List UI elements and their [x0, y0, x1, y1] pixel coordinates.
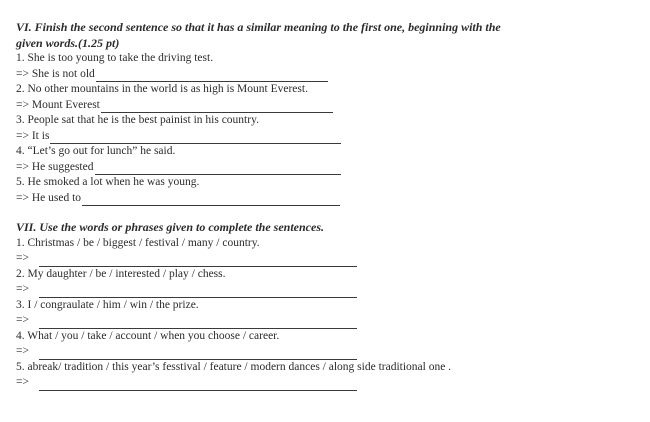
- s7-answer-row-4: [16, 344, 636, 360]
- s6-answer-prefix-4: => He suggested: [16, 160, 94, 173]
- s7-answer-row-3: [16, 313, 636, 329]
- s6-answer-prefix-5: => He used to: [16, 191, 82, 204]
- section-6-heading-line-2: given words.(1.25 pt): [16, 35, 120, 50]
- s7-answer-row-2: [16, 282, 636, 298]
- s7-question-5: 5. abreak/ tradition / this year’s fesstival / feature / modern dances / along side traditional one .: [16, 360, 452, 373]
- s7-question-4: 4. What / you / take / account / when you choose / career.: [16, 329, 280, 342]
- s7-answer-prefix-1: =>: [16, 252, 29, 264]
- section-7: [16, 220, 636, 391]
- s6-question-5: 5. He smoked a lot when he was young.: [16, 176, 200, 188]
- section-6-heading-line-1: VI. Finish the second sentence so that it has a similar meaning to the first one, beginning with the: [16, 20, 501, 34]
- s6-answer-blank-3[interactable]: [50, 132, 341, 144]
- section-6: [16, 20, 636, 206]
- s6-question-2: 2. No other mountains in the world is as high is Mount Everest.: [16, 83, 308, 95]
- s6-answer-prefix-3: => It is: [16, 129, 50, 142]
- s7-answer-blank-2[interactable]: [39, 286, 357, 298]
- s6-answer-blank-4[interactable]: [95, 163, 341, 175]
- worksheet: [16, 20, 636, 391]
- s7-answer-prefix-4: =>: [16, 345, 29, 357]
- s6-answer-row-2: [16, 98, 636, 114]
- s6-answer-row-1: [16, 67, 636, 83]
- s7-answer-blank-5[interactable]: [39, 379, 357, 391]
- s6-answer-row-4: [16, 160, 636, 176]
- s6-answer-prefix-2: => Mount Everest: [16, 98, 100, 111]
- s7-answer-row-5: [16, 375, 636, 391]
- s7-answer-blank-4[interactable]: [39, 348, 357, 360]
- s7-question-1: 1. Christmas / be / biggest / festival / many / country.: [16, 236, 260, 249]
- s6-question-3: 3. People sat that he is the best painist in his country.: [16, 114, 259, 126]
- s6-question-1: 1. She is too young to take the driving test.: [16, 52, 214, 64]
- section-7-heading: VII. Use the words or phrases given to complete the sentences.: [16, 220, 324, 234]
- s7-answer-blank-3[interactable]: [39, 317, 357, 329]
- s7-answer-blank-1[interactable]: [39, 255, 357, 267]
- s7-question-2: 2. My daughter / be / interested / play / chess.: [16, 267, 226, 280]
- s6-answer-row-5: [16, 191, 636, 207]
- s7-answer-prefix-3: =>: [16, 314, 29, 326]
- s6-answer-blank-5[interactable]: [82, 194, 340, 206]
- s6-answer-prefix-1: => She is not old: [16, 67, 95, 80]
- s6-answer-blank-1[interactable]: [96, 70, 328, 82]
- s6-question-4: 4. “Let’s go out for lunch” he said.: [16, 145, 176, 157]
- s7-answer-prefix-2: =>: [16, 283, 29, 295]
- s7-question-3: 3. I / congraulate / him / win / the prize.: [16, 298, 199, 311]
- s6-answer-blank-2[interactable]: [101, 101, 333, 113]
- section-gap: [16, 206, 636, 220]
- s7-answer-prefix-5: =>: [16, 376, 29, 388]
- s6-answer-row-3: [16, 129, 636, 145]
- s7-answer-row-1: [16, 251, 636, 267]
